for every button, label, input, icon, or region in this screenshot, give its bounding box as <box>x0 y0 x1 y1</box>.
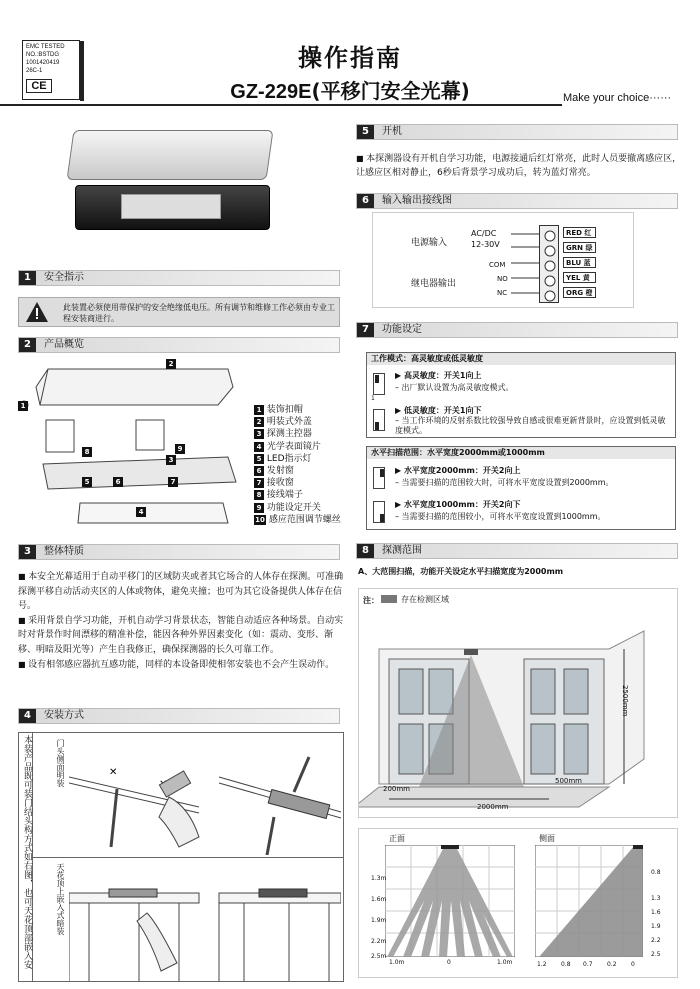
section-number: 6 <box>357 194 374 208</box>
slogan-text: Make your choice <box>563 92 650 104</box>
dip-number: 1 <box>371 395 375 402</box>
callout-8: 8 <box>82 447 92 457</box>
part-item: 2 明装式外盖 <box>254 416 341 428</box>
relay-output-label: 继电器输出 <box>411 279 457 289</box>
front-y-tick: 2.2m <box>371 938 387 945</box>
nc-label: NC <box>497 289 508 297</box>
product-overview-diagram <box>18 357 348 529</box>
section-title: 安装方式 <box>44 710 84 721</box>
surface-mount-drawing <box>69 737 341 855</box>
section-number: 2 <box>19 338 36 352</box>
dip-switch-down <box>373 501 385 523</box>
installation-panel <box>18 732 344 982</box>
section-6-header <box>356 193 678 209</box>
part-item: 8 接线端子 <box>254 489 341 501</box>
header-rule <box>0 104 562 106</box>
wire-blue: BLU 蓝 <box>563 257 596 268</box>
model-name: (平移门安全光幕) <box>311 79 470 103</box>
svg-text:✕: ✕ <box>109 767 118 778</box>
install-divider <box>33 857 343 858</box>
section-number: 4 <box>19 709 36 723</box>
section-title: 探测范围 <box>382 545 422 556</box>
detection-door-diagram <box>358 588 678 818</box>
section-7-header <box>356 322 678 338</box>
emc-line: 1001420419 <box>26 60 60 66</box>
sens-low-title: ▶ 低灵敏度：开关1向下 <box>395 406 482 415</box>
front-x-tick: 1.0m <box>497 959 513 966</box>
install-label-recessed: 天花顶上嵌入式暗装 <box>56 863 65 935</box>
safety-warning <box>18 297 340 327</box>
detection-subtitle: A、大范围扫描，功能开关设定水平扫描宽度为2000mm <box>358 567 564 576</box>
part-item: 7 接收窗 <box>254 477 341 489</box>
side-x-tick: 0.7 <box>583 961 593 968</box>
emc-line: EMC TESTED <box>26 44 65 50</box>
product-photo <box>70 130 275 238</box>
dip-switch-up <box>373 373 385 395</box>
scan-range-settings <box>366 446 676 530</box>
detection-views <box>358 828 678 978</box>
install-label-surface: 门头侧面明装 <box>56 739 65 787</box>
dip-switch-up <box>373 467 385 489</box>
dip-switch-down <box>373 409 385 431</box>
front-x-tick: 1.0m <box>389 959 405 966</box>
side-x-tick: 0.2 <box>607 961 617 968</box>
slogan-dots: ······ <box>649 92 672 104</box>
terminal-block <box>539 225 559 303</box>
front-view-chart <box>385 845 515 957</box>
feature-item: ■ 本安全光幕适用于自动平移门的区域防夹或者其它场合的人体存在探测。可准确探测平移自动活动夹区的人体或物体，避免夹撞；也可为其它设备提供人体存在信号。 <box>18 570 348 614</box>
section-number: 7 <box>357 323 374 337</box>
part-item: 5 LED指示灯 <box>254 453 341 465</box>
dim-500: 500mm <box>555 777 582 785</box>
wire-red: RED 红 <box>563 227 596 238</box>
feature-item: ■ 设有相邻感应器抗互感功能，同样的本设备即使相邻安装也不会产生误动作。 <box>18 658 348 673</box>
section-title: 安全指示 <box>44 272 84 283</box>
range-2000-title: ▶ 水平宽度2000mm：开关2向上 <box>395 466 521 475</box>
sensitivity-settings <box>366 352 676 438</box>
sensitivity-heading: 工作模式：高灵敏度或低灵敏度 <box>367 353 675 365</box>
legend-swatch <box>381 595 397 603</box>
callout-1: 1 <box>18 401 28 411</box>
callout-4: 4 <box>136 507 146 517</box>
side-y-tick: 2.2 <box>651 937 661 944</box>
wire-color-list <box>563 227 596 298</box>
callout-2: 2 <box>166 359 176 369</box>
wire-yellow: YEL 黄 <box>563 272 596 283</box>
front-y-tick: 1.3m <box>371 875 387 882</box>
side-y-tick: 2.5 <box>651 951 661 958</box>
voltage-label: 12-30V <box>471 240 500 249</box>
section-title: 开机 <box>382 126 402 137</box>
front-y-tick: 1.9m <box>371 917 387 924</box>
feature-item: ■ 采用背景自学习功能，开机自动学习背景状态，智能自动适应各种场景。自动实时对背景作时间漂移的精准补偿，能因各种外界因素变化（如：震动、变形、渐移、明暗及阳光等）产生自我修正，确保探测器的长久可靠工作。 <box>18 614 348 658</box>
page-title: 操作指南 <box>298 44 402 72</box>
part-item: 3 探测主控器 <box>254 428 341 440</box>
front-x-tick: 0 <box>447 959 451 966</box>
part-item: 4 光学表面镜片 <box>254 441 341 453</box>
terminal-screws <box>540 226 560 304</box>
warning-text: 此装置必须使用带保护的安全绝缘低电压。所有调节和维修工作必须由专业工程安装商进行。 <box>63 303 335 323</box>
recessed-mount-drawing <box>69 863 341 981</box>
section-title: 功能设定 <box>382 324 422 335</box>
front-y-tick: 2.5m <box>371 953 387 960</box>
callout-5: 5 <box>82 477 92 487</box>
features-list <box>18 570 348 672</box>
side-view-label: 侧面 <box>539 834 555 843</box>
device-base-image <box>75 185 270 230</box>
parts-list <box>254 404 341 526</box>
section-4-header <box>18 708 340 724</box>
range-1000-title: ▶ 水平宽度1000mm：开关2向下 <box>395 500 521 509</box>
side-x-tick: 0.8 <box>561 961 571 968</box>
acdc-label: AC/DC <box>471 229 497 238</box>
side-y-tick: 1.9 <box>651 923 661 930</box>
warning-icon <box>25 301 49 323</box>
install-side-note: 本装产品既可装门结头构方式如右图，也可天花顶部嵌入安 <box>19 733 33 981</box>
callout-3: 3 <box>166 455 176 465</box>
part-item: 1 装饰扣帽 <box>254 404 341 416</box>
com-label: COM <box>489 261 506 269</box>
section-number: 5 <box>357 125 374 139</box>
sens-low-desc: – 当工作环境的反射系数比较强导致自感或很难更新背景时，应设置到低灵敏度模式。 <box>395 416 666 435</box>
device-cover-image <box>66 130 273 180</box>
range-2000-desc: – 当需要扫描的范围较大时，可将水平宽度设置到2000mm。 <box>395 478 614 487</box>
dim-2000: 2000mm <box>477 803 509 811</box>
section-8-header <box>356 543 678 559</box>
front-y-tick: 1.6m <box>371 896 387 903</box>
emc-line: NO.:BSTDG <box>26 52 60 58</box>
emc-line: 26C-1 <box>26 68 43 74</box>
callout-9: 9 <box>175 444 185 454</box>
part-item: 6 发射窗 <box>254 465 341 477</box>
callout-7: 7 <box>168 477 178 487</box>
part-item: 9 功能设定开关 <box>254 502 341 514</box>
side-x-tick: 1.2 <box>537 961 547 968</box>
side-view-chart <box>535 845 643 957</box>
side-y-tick: 1.3 <box>651 895 661 902</box>
wire-green: GRN 绿 <box>563 242 596 253</box>
section-title: 整体特质 <box>44 546 84 557</box>
side-x-tick: 0 <box>631 961 635 968</box>
no-label: NO <box>497 275 508 283</box>
section-2-header <box>18 337 340 353</box>
front-view-label: 正面 <box>389 834 405 843</box>
ce-mark: CE <box>26 79 52 93</box>
section-5-header <box>356 124 678 140</box>
device-label-plate <box>121 194 221 219</box>
scan-range-heading: 水平扫描范围：水平宽度2000mm或1000mm <box>367 447 675 459</box>
model-number: GZ-229E <box>230 81 312 103</box>
wiring-diagram <box>372 212 634 308</box>
side-y-tick: 1.6 <box>651 909 661 916</box>
dim-height: 2500mm <box>621 685 629 717</box>
power-on-text: ■ 本探测器设有开机自学习功能，电源接通后红灯常亮，此时人员要撤离感应区，让感应区相对静止，6秒后背景学习成功后，转为蓝灯常亮。 <box>356 152 682 180</box>
section-number: 3 <box>19 545 36 559</box>
section-number: 8 <box>357 544 374 558</box>
wire-orange: ORG 橙 <box>563 287 596 298</box>
sens-high-desc: – 出厂默认设置为高灵敏度模式。 <box>395 383 514 392</box>
note-label: 注： <box>363 596 379 605</box>
section-1-header <box>18 270 340 286</box>
callout-6: 6 <box>113 477 123 487</box>
legend-text: 存在检测区域 <box>401 595 449 604</box>
side-y-tick: 0.8 <box>651 869 661 876</box>
section-title: 产品概览 <box>44 339 84 350</box>
exploded-view-drawing <box>18 357 258 529</box>
range-1000-desc: – 当需要扫描的范围较小，可将水平宽度设置到1000mm。 <box>395 512 606 521</box>
sens-high-title: ▶ 高灵敏度：开关1向上 <box>395 371 482 380</box>
part-item: 10 感应范围调节螺丝 <box>255 514 341 525</box>
slogan <box>563 92 671 104</box>
section-title: 输入输出接线图 <box>382 195 452 206</box>
power-input-label: 电源输入 <box>411 238 448 248</box>
section-3-header <box>18 544 340 560</box>
dim-200: 200mm <box>383 785 410 793</box>
section-number: 1 <box>19 271 36 285</box>
